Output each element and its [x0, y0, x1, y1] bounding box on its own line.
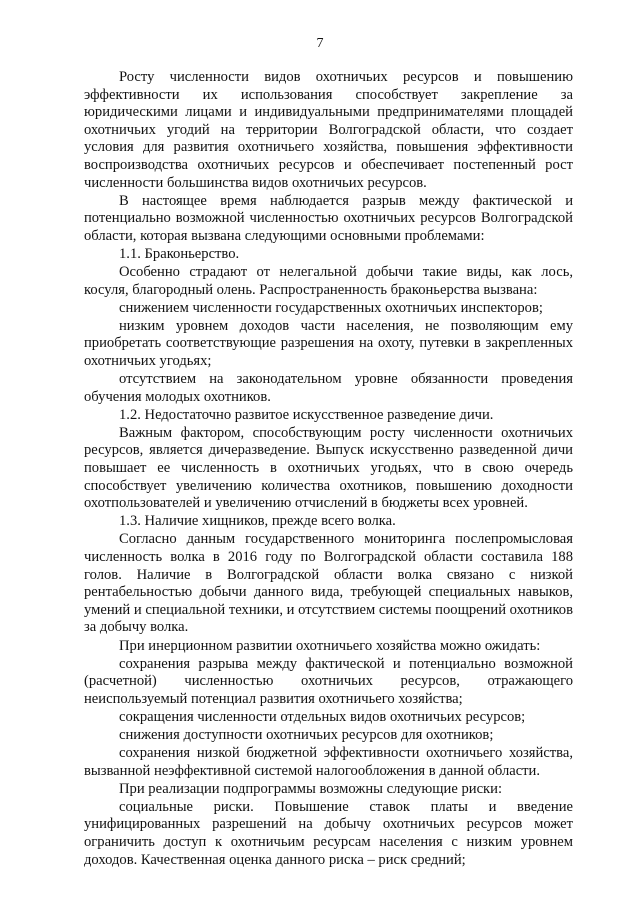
document-body: [84, 69, 573, 869]
list-item: отсутствием на законодательном уровне обязанности проведения обучения молодых охотников.: [84, 371, 573, 405]
paragraph: В настоящее время наблюдается разрыв между фактической и потенциально возможной численностью охотничьих ресурсов Волгоградской области, которая вызвана следующими основными проблемами:: [84, 192, 573, 244]
list-item: снижения доступности охотничьих ресурсов для охотников;: [119, 726, 494, 743]
paragraph: Особенно страдают от нелегальной добычи такие виды, как лось, косуля, благородный олень. Распространенность браконьерства вызвана:: [84, 264, 573, 298]
list-item: социальные риски. Повышение ставок платы и введение унифицированных разрешений на добычу охотничьих ресурсов может ограничить доступ к охотничьим ресурсам населения с низким уровнем доходов. Качественная оценка данного риска – риск средний;: [84, 798, 573, 868]
paragraph: Росту численности видов охотничьих ресурсов и повышению эффективности их использования способствует закрепление за юридическими лицами и индивидуальными предпринимателями площадей охотничьих угодий на территории Волгоградской области, что создает условия для развития охотничьего хозяйства, повышения эффективности воспроизводства охотничьих ресурсов и обеспечивает постепенный рост численности большинства видов охотничьих ресурсов.: [84, 69, 573, 191]
paragraph: При реализации подпрограммы возможны следующие риски:: [119, 780, 503, 797]
list-item: сокращения численности отдельных видов охотничьих ресурсов;: [119, 708, 526, 725]
paragraph: При инерционном развитии охотничьего хозяйства можно ожидать:: [119, 637, 541, 654]
section-heading: 1.3. Наличие хищников, прежде всего волка.: [119, 513, 396, 530]
paragraph: Важным фактором, способствующим росту численности охотничьих ресурсов, является дичеразведение. Выпуск искусственно разведенной дичи повышает ее численность в охотничьих угодьях, что в свою очередь способствует увеличению количества охотников, повышению доходности охотпользователей и увеличению отчислений в бюджеты всех уровней.: [84, 424, 573, 512]
page-number: 7: [316, 36, 324, 51]
paragraph: Согласно данным государственного мониторинга послепромысловая численность волка в 2016 году по Волгоградской области составила 188 голов. Наличие в Волгоградской области волка связано с низкой рентабельностью добычи данного вида, требующей специальных навыков, умений и специальной техники, и отсутствием системы поощрений охотников за добычу волка.: [84, 531, 573, 636]
section-heading: 1.1. Браконьерство.: [119, 245, 240, 262]
list-item: сохранения разрыва между фактической и потенциально возможной (расчетной) численностью охотничьих ресурсов, отражающего неиспользуемый потенциал развития охотничьего хозяйства;: [84, 655, 573, 707]
section-heading: 1.2. Недостаточно развитое искусственное разведение дичи.: [119, 406, 494, 423]
list-item: низким уровнем доходов части населения, не позволяющим ему приобретать соответствующие разрешения на охоту, путевки в закрепленных охотничьих угодьях;: [84, 317, 573, 369]
list-item: снижением численности государственных охотничьих инспекторов;: [119, 299, 543, 316]
list-item: сохранения низкой бюджетной эффективности охотничьего хозяйства, вызванной неэффективной системой налогообложения в данной области.: [84, 745, 573, 779]
